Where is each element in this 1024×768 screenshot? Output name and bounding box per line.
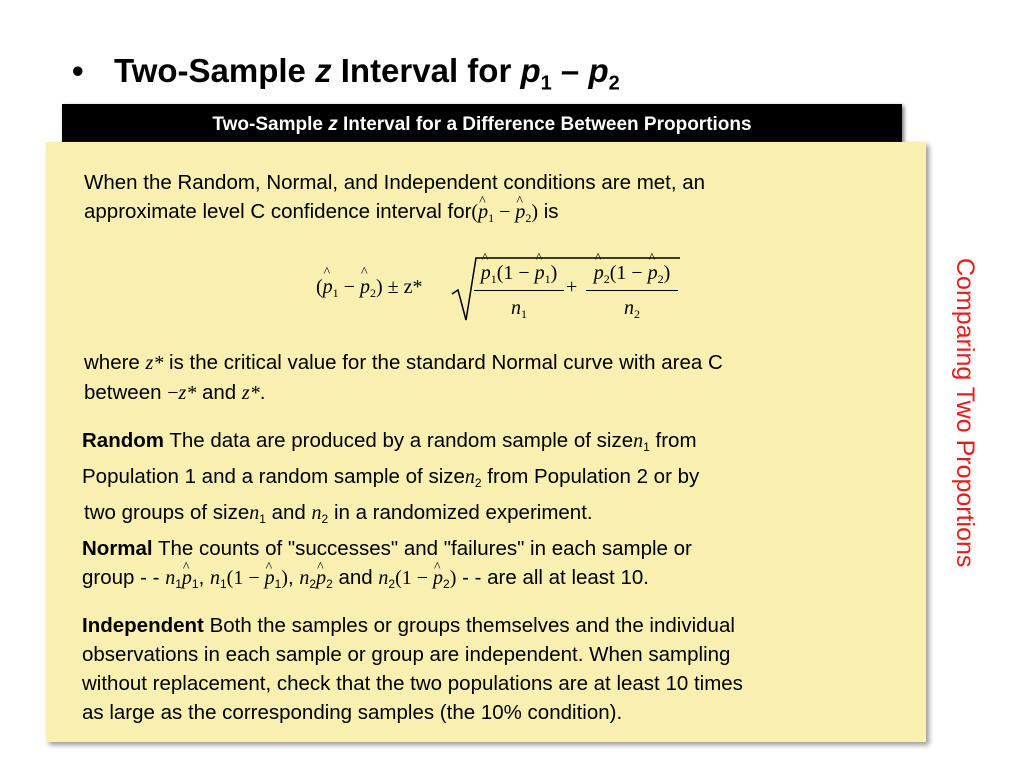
title-bullet: • xyxy=(72,52,84,89)
independent-line-4: as large as the corresponding samples (the 10% condition). xyxy=(82,701,623,724)
where-line-2: between −z* and z*. xyxy=(84,381,266,404)
random-label: Random xyxy=(82,429,164,452)
intro-paragraph xyxy=(84,168,705,233)
side-label: Comparing Two Proportions xyxy=(951,258,979,568)
random-line-3: two groups of sizen$_1$ and $n_2$ in a randomized experiment. xyxy=(84,501,593,526)
intro-line-2: approximate level C confidence interval for(^ $p_1$ − ^ $p_2$) is xyxy=(84,197,705,233)
slide-title xyxy=(72,52,620,96)
independent-line-2: observations in each sample or group are independent. When sampling xyxy=(82,643,731,666)
fraction-2: ^ $\frac{p_2(1 - \^{} p_2)}{n_2}$ xyxy=(586,262,678,322)
independent-line-1: Independent Both the samples or groups themselves and the individual xyxy=(82,614,735,637)
formula-pm: ± z* xyxy=(387,276,423,298)
normal-line-1: Normal The counts of "successes" and "failures" in each sample or xyxy=(82,537,692,560)
normal-condition xyxy=(82,534,692,599)
formula-plus: + xyxy=(566,276,578,298)
fraction-1: ^ $\frac{p_1(1 - \^{} p_1)}{n_1}$ xyxy=(474,262,564,322)
intro-line-1: When the Random, Normal, and Independent conditions are met, an xyxy=(84,171,706,194)
banner-text: Two-Sample z Interval for a Difference Between Proportions xyxy=(212,114,752,135)
banner-heading xyxy=(62,104,902,142)
title-text: Two-Sample z Interval for $p_1 - p_2$ xyxy=(114,52,620,95)
random-condition xyxy=(82,426,699,534)
where-line-1: where z* is the critical value for the standard Normal curve with area C xyxy=(84,351,723,374)
formula-left: (^ $p_1$ − ^ $p_2) \pm z*$ xyxy=(316,276,422,301)
random-line-2: Population 1 and a random sample of sizen$_2$ from Population 2 or by xyxy=(82,465,700,490)
independent-condition xyxy=(82,611,743,727)
random-line-1: Random The data are produced by a random sample of sizen$_1$ from xyxy=(82,429,697,454)
independent-label: Independent xyxy=(82,614,204,637)
normal-label: Normal xyxy=(82,537,153,560)
independent-line-3: without replacement, check that the two populations are at least 10 times xyxy=(82,672,743,695)
normal-line-2: group - - $n_1\^{}$ $p_1$, $n_1(1$ − ^ $p_1$), $n_2\^{}$ $p_2$ and $n_2(1$ − ^ $p_2$) - - are all at least 10. xyxy=(82,563,692,599)
where-paragraph xyxy=(84,348,723,408)
